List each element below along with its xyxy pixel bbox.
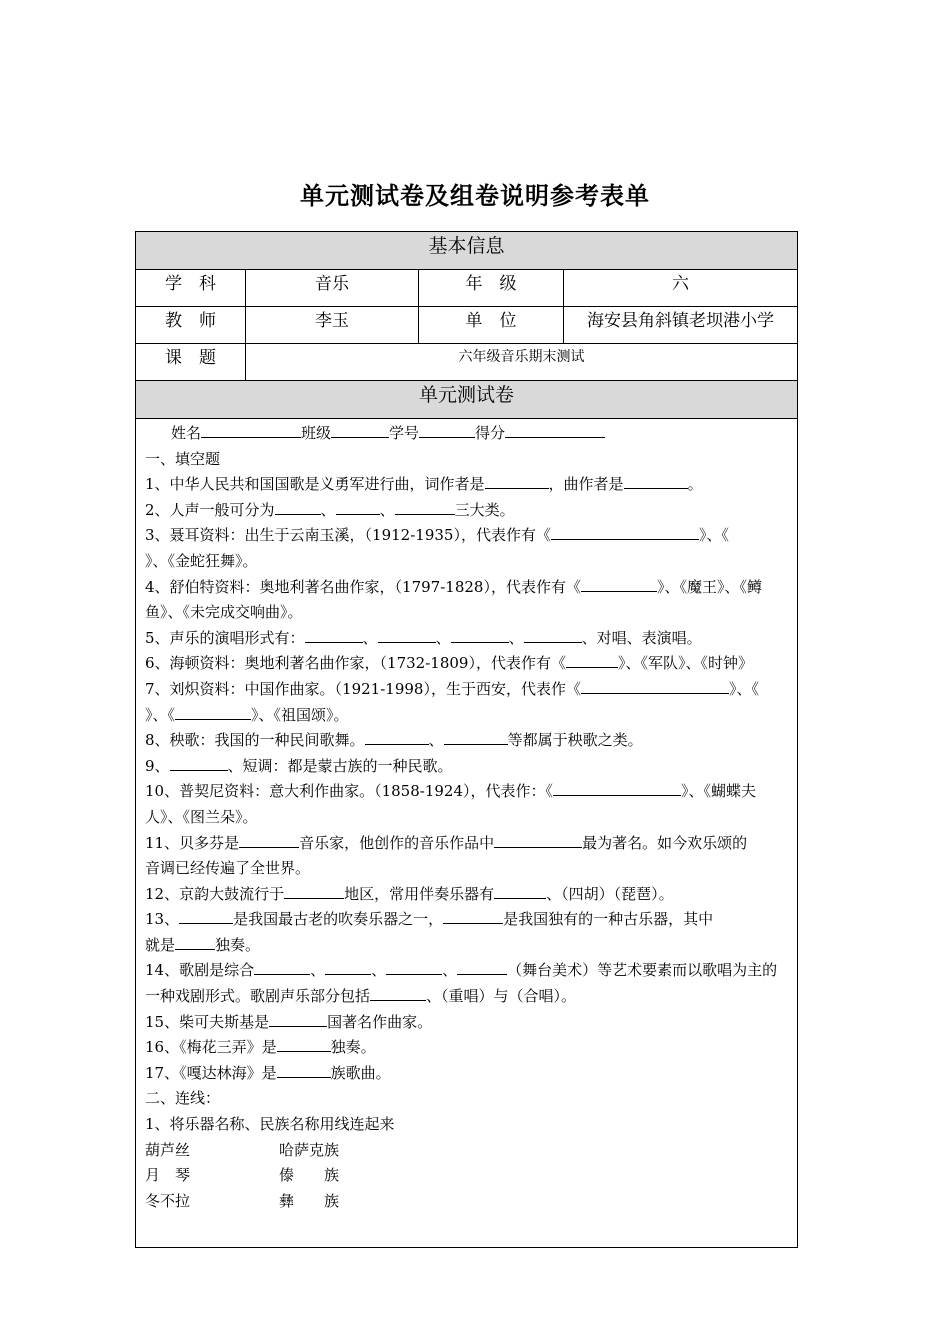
- answer-blank[interactable]: [179, 907, 233, 924]
- question-line: [145, 600, 789, 626]
- answer-blank[interactable]: [277, 1061, 331, 1078]
- name-blank[interactable]: [201, 421, 301, 438]
- answer-blank[interactable]: [239, 831, 299, 848]
- match-row: [145, 1189, 789, 1215]
- question-text: 、: [320, 500, 336, 519]
- answer-blank[interactable]: [451, 626, 509, 643]
- question-text: 16、《梅花三弄》是: [145, 1038, 277, 1057]
- answer-blank[interactable]: [624, 472, 688, 489]
- question-text: 17、《嘎达林海》是: [145, 1063, 277, 1082]
- form-sheet: [135, 231, 798, 1248]
- question-line: [145, 831, 789, 857]
- question-line: [145, 1010, 789, 1036]
- question-text: 独奏。: [215, 935, 261, 954]
- question-text: 音调已经传遍了全世界。: [145, 859, 311, 878]
- class-label: 班级: [301, 424, 332, 442]
- row-teacher-unit: [136, 307, 797, 344]
- ethnic-group-item[interactable]: 彝 族: [279, 1191, 340, 1210]
- question-text: 2、人声一般可分为: [145, 500, 275, 519]
- question-text: 一种戏剧形式。歌剧声乐部分包括: [145, 987, 371, 1006]
- answer-blank[interactable]: [524, 626, 582, 643]
- answer-blank[interactable]: [386, 958, 442, 975]
- score-label: 得分: [475, 424, 506, 442]
- student-info-line: [145, 421, 789, 447]
- grade-value: 六: [672, 274, 689, 294]
- answer-blank[interactable]: [581, 677, 729, 694]
- question-text: 等都属于秧歌之类。: [507, 731, 643, 750]
- subject-label: 学 科: [136, 270, 246, 306]
- question-text: 国著名作曲家。: [327, 1012, 433, 1031]
- question-text: 10、普契尼资料：意大利作曲家。（1858-1924），代表作：《: [145, 782, 554, 801]
- question-text: 15、柴可夫斯基是: [145, 1012, 270, 1031]
- answer-blank[interactable]: [254, 958, 310, 975]
- unit-value: 海安县角斜镇老坝港小学: [587, 311, 774, 331]
- question-text: 独奏。: [330, 1038, 376, 1057]
- answer-blank[interactable]: [485, 472, 549, 489]
- question-line: [145, 882, 789, 908]
- teacher-value: 李玉: [246, 307, 419, 343]
- question-text: 三大类。: [454, 500, 515, 519]
- question-line: [145, 933, 789, 959]
- score-blank[interactable]: [505, 421, 605, 438]
- class-blank[interactable]: [331, 421, 389, 438]
- answer-blank[interactable]: [284, 882, 344, 899]
- ethnic-group-item[interactable]: 傣 族: [279, 1166, 340, 1185]
- answer-blank[interactable]: [175, 703, 251, 720]
- question-text: 、对唱、表演唱。: [581, 628, 702, 647]
- question-line: [145, 575, 789, 601]
- question-text: 7、刘炽资料：中国作曲家。（1921-1998），生于西安，代表作《: [145, 679, 581, 698]
- question-text: 族歌曲。: [330, 1063, 391, 1082]
- basic-info-header: 基本信息: [136, 232, 797, 270]
- question-text: 》、《祖国颂》。: [251, 705, 349, 724]
- topic-label: 课 题: [136, 344, 246, 380]
- instrument-item[interactable]: 月 琴: [145, 1166, 191, 1185]
- question-text: 鱼》、《未完成交响曲》。: [145, 603, 303, 622]
- question-line: [145, 677, 789, 703]
- question-text: 就是: [145, 935, 176, 954]
- question-text: 、: [371, 961, 387, 980]
- question-text: 1、中华人民共和国国歌是义勇军进行曲，词作者是: [145, 475, 485, 494]
- question-text: 》、《: [728, 679, 759, 698]
- question-text: 、: [379, 500, 395, 519]
- question-line: [145, 472, 789, 498]
- question-text: 人》、《图兰朵》。: [145, 807, 258, 826]
- answer-blank[interactable]: [553, 779, 681, 796]
- question-line: [145, 1061, 789, 1087]
- answer-blank[interactable]: [566, 651, 618, 668]
- question-text: 4、舒伯特资料：奥地利著名曲作家，（1797-1828），代表作有《: [145, 577, 581, 596]
- question-text: 》、《军队》、《时钟》: [617, 654, 753, 673]
- id-blank[interactable]: [419, 421, 475, 438]
- page-title: 单元测试卷及组卷说明参考表单: [300, 182, 650, 210]
- teacher-label: 教 师: [136, 307, 246, 343]
- subject-value: 音乐: [246, 270, 419, 306]
- section-title: 二、连线：: [145, 1089, 221, 1108]
- grade-label: 年 级: [419, 270, 564, 306]
- answer-blank[interactable]: [494, 831, 582, 848]
- question-text: （舞台美术）等艺术要素而以歌唱为主的: [507, 961, 778, 980]
- answer-blank[interactable]: [581, 575, 657, 592]
- question-text: 》、《: [698, 526, 729, 545]
- test-body: [136, 421, 797, 1247]
- question-text: 、: [442, 961, 458, 980]
- question-text: 最为著名。如今欢乐颂的: [582, 833, 748, 852]
- answer-blank[interactable]: [269, 1010, 327, 1027]
- question-line: [145, 907, 789, 933]
- answer-blank[interactable]: [325, 958, 371, 975]
- section-title: 一、填空题: [145, 449, 221, 468]
- question-line: [145, 651, 789, 677]
- question-text: 》、《金蛇狂舞》。: [145, 551, 258, 570]
- answer-blank[interactable]: [457, 958, 507, 975]
- question-line: [145, 805, 789, 831]
- match-instruction: 1、将乐器名称、民族名称用线连起来: [145, 1115, 395, 1134]
- ethnic-group-item[interactable]: 哈萨克族: [279, 1140, 340, 1159]
- answer-blank[interactable]: [378, 626, 436, 643]
- answer-blank[interactable]: [551, 523, 699, 540]
- question-text: 、: [435, 628, 451, 647]
- question-line: [145, 498, 789, 524]
- question-text: 、（四胡）（琵琶）。: [546, 884, 674, 903]
- answer-blank[interactable]: [275, 498, 321, 515]
- answer-blank[interactable]: [365, 728, 429, 745]
- question-text: 8、秧歌：我国的一种民间歌舞。: [145, 731, 365, 750]
- unit-label: 单 位: [419, 307, 564, 343]
- answer-blank[interactable]: [494, 882, 546, 899]
- match-row: [145, 1163, 789, 1189]
- question-line: [145, 626, 789, 652]
- question-line: [145, 779, 789, 805]
- question-text: 》、《魔王》、《鳟: [656, 577, 762, 596]
- test-header: 单元测试卷: [136, 381, 797, 419]
- question-text: 6、海顿资料：奥地利著名曲作家，（1732-1809），代表作有《: [145, 654, 566, 673]
- question-text: 、: [428, 731, 444, 750]
- question-text: 是我国最古老的吹奏乐器之一，: [233, 910, 444, 929]
- question-text: 5、声乐的演唱形式有：: [145, 628, 305, 647]
- question-text: 9、: [145, 756, 170, 775]
- question-text: 13、: [145, 910, 180, 929]
- question-text: 3、聂耳资料：出生于云南玉溪，（1912-1935），代表作有《: [145, 526, 551, 545]
- question-text: 是我国独有的一种古乐器，其中: [503, 910, 714, 929]
- answer-blank[interactable]: [395, 498, 455, 515]
- question-line: [145, 728, 789, 754]
- question-line: [145, 984, 789, 1010]
- question-text: ，曲作者是: [548, 475, 624, 494]
- question-text: 。: [687, 475, 703, 494]
- question-text: 、: [310, 961, 326, 980]
- name-label: 姓名: [171, 424, 202, 442]
- answer-blank[interactable]: [336, 498, 380, 515]
- answer-blank[interactable]: [277, 1035, 331, 1052]
- question-text: 》、《蝴蝶夫: [681, 782, 757, 801]
- question-text: 14、歌剧是综合: [145, 961, 255, 980]
- question-text: 12、京韵大鼓流行于: [145, 884, 285, 903]
- question-line: [145, 703, 789, 729]
- question-text: 、: [362, 628, 378, 647]
- instrument-item[interactable]: 葫芦丝: [145, 1140, 191, 1159]
- id-label: 学号: [389, 424, 420, 442]
- answer-blank[interactable]: [370, 984, 426, 1001]
- question-text: 音乐家，他创作的音乐作品中: [299, 833, 495, 852]
- answer-blank[interactable]: [175, 933, 215, 950]
- question-text: 》、《: [145, 705, 176, 724]
- match-row: [145, 1138, 789, 1164]
- row-topic: [136, 344, 797, 381]
- question-line: [145, 1035, 789, 1061]
- question-text: 、短调：都是蒙古族的一种民歌。: [227, 756, 453, 775]
- question-text: 、（重唱）与（合唱）。: [426, 987, 577, 1006]
- answer-blank[interactable]: [170, 754, 228, 771]
- question-text: 、: [508, 628, 524, 647]
- answer-blank[interactable]: [444, 728, 508, 745]
- question-line: [145, 856, 789, 882]
- answer-blank[interactable]: [443, 907, 503, 924]
- row-subject-grade: [136, 270, 797, 307]
- question-line: [145, 549, 789, 575]
- question-text: 地区，常用伴奏乐器有: [344, 884, 495, 903]
- topic-value: 六年级音乐期末测试: [458, 349, 585, 365]
- answer-blank[interactable]: [305, 626, 363, 643]
- question-line: [145, 523, 789, 549]
- instrument-item[interactable]: 冬不拉: [145, 1191, 191, 1210]
- question-line: [145, 958, 789, 984]
- question-line: [145, 754, 789, 780]
- question-text: 11、贝多芬是: [145, 833, 240, 852]
